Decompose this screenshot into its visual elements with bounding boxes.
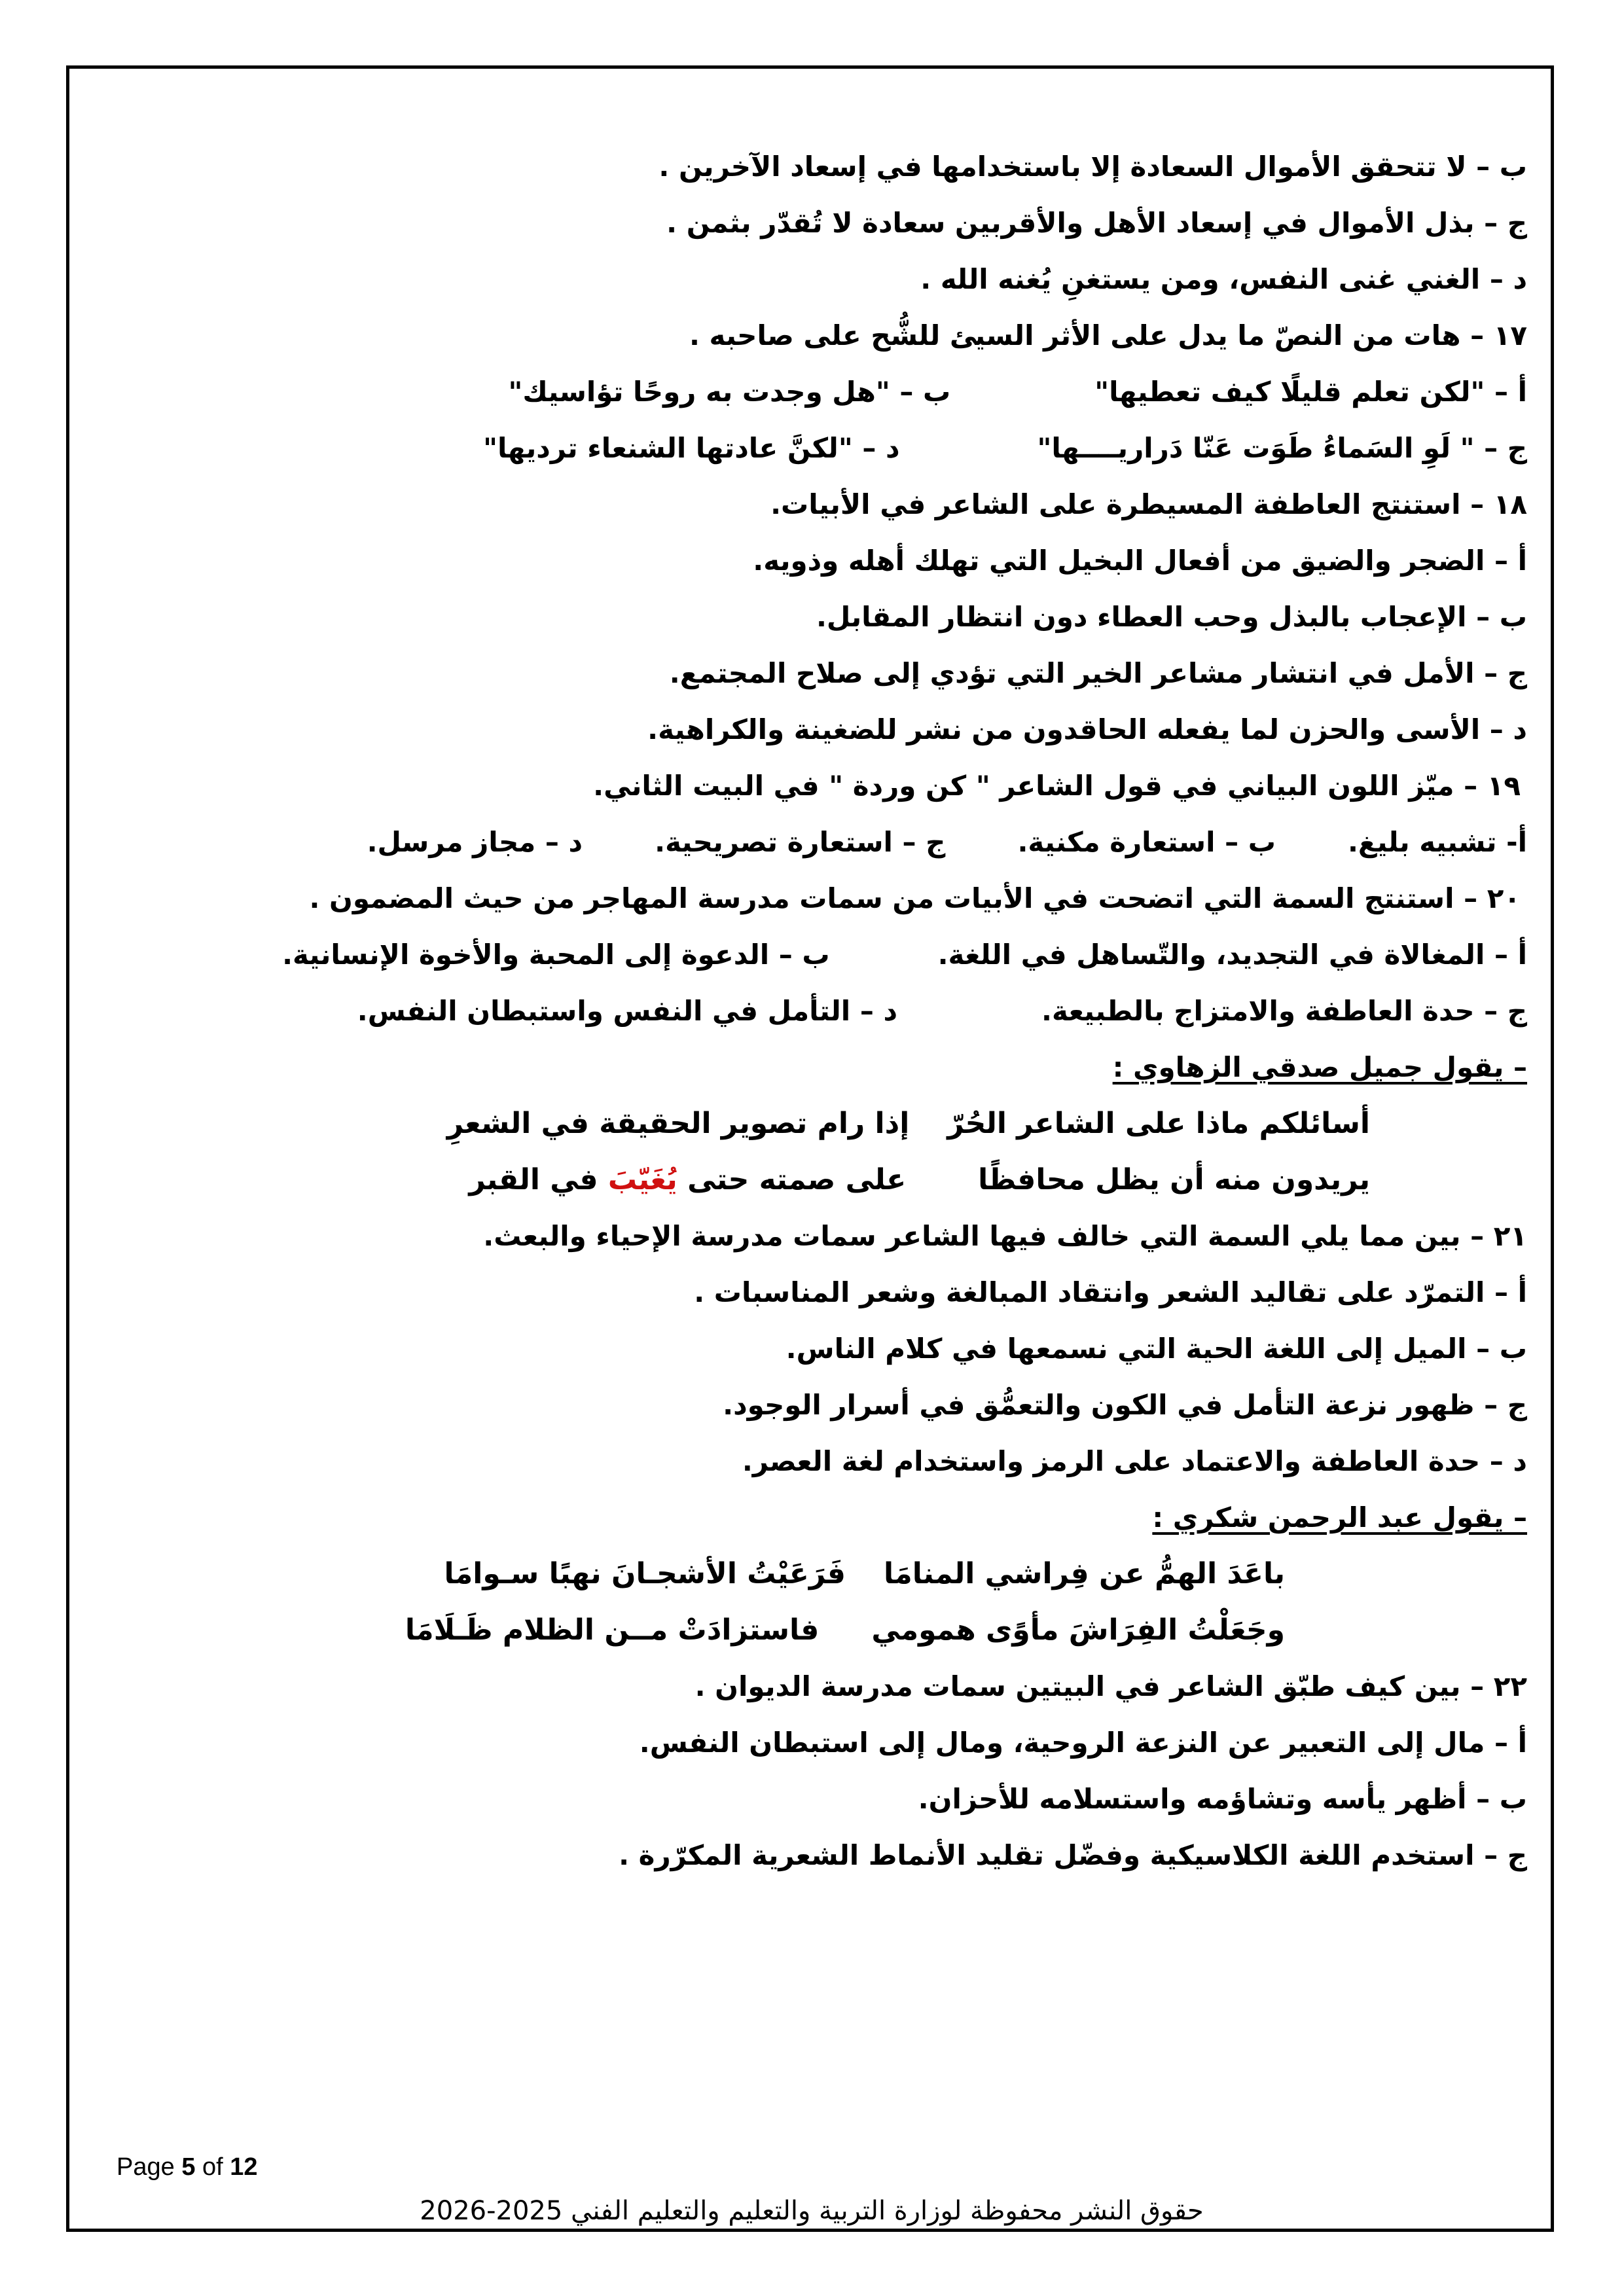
- q17-options-row2: [100, 420, 1527, 476]
- q18-option-a: أ – الضجر والضيق من أفعال البخيل التي تهلك أهله وذويه.: [753, 545, 1527, 577]
- q21-option-b: ب – الميل إلى اللغة الحية التي نسمعها في كلام الناس.: [785, 1333, 1527, 1365]
- question-19: ١٩ – ميّز اللون البياني في قول الشاعر " كن وردة " في البيت الثاني.: [593, 770, 1521, 802]
- q18-option-c: ج – الأمل في انتشار مشاعر الخير التي تؤدي إلى صلاح المجتمع.: [669, 657, 1527, 689]
- q17-options-row1: [100, 364, 1527, 420]
- page-total: 12: [230, 2153, 258, 2181]
- shukri-verse-1-right: باعَدَ الهمُّ عن فِراشي المنامَا: [884, 1557, 1285, 1590]
- zahawi-verse-2: [100, 1152, 1527, 1208]
- q19-options-row: [100, 814, 1527, 870]
- shukri-heading-text: – يقول عبد الرحمن شكري :: [1152, 1501, 1527, 1534]
- zahawi-verse-2-right: يريدون منه أن يظل محافظًا: [978, 1163, 1370, 1196]
- page-of: of: [202, 2153, 223, 2181]
- shukri-heading: [100, 1490, 1527, 1546]
- zahawi-verse-2-left-post: في القبر: [469, 1163, 608, 1196]
- zahawi-verse-2-left: [469, 1163, 907, 1196]
- q19-option-c: ج – استعارة تصريحية.: [655, 826, 946, 858]
- q20-option-d: د – التأمل في النفس واستبطان النفس.: [357, 995, 898, 1027]
- q19-option-b: ب – استعارة مكنية.: [1017, 826, 1276, 858]
- option-c-q16: ج – بذل الأموال في إسعاد الأهل والأقربين سعادة لا تُقدّر بثمن .: [666, 207, 1527, 239]
- shukri-verse-2-left: فاستزادَتْ مــن الظلام ظَـلَامَا: [405, 1613, 820, 1647]
- shukri-verse-1-left: فَرَعَيْتُ الأشجـانَ نهبًا سـوامَا: [444, 1557, 846, 1590]
- question-17: ١٧ – هات من النصّ ما يدل على الأثر السيئ للشُّح على صاحبه .: [689, 319, 1527, 351]
- q22-option-c: ج – استخدم اللغة الكلاسيكية وفضّل تقليد الأنماط الشعرية المكرّرة .: [619, 1839, 1527, 1871]
- page-current: 5: [181, 2153, 196, 2181]
- q17-option-a: أ – "لكن تعلم قليلًا كيف تعطيها": [1094, 376, 1527, 408]
- q20-options-row2: [100, 983, 1527, 1039]
- zahawi-verse-1-right: أسائلكم ماذا على الشاعر الحُرّ: [947, 1107, 1370, 1140]
- q19-option-a: أ- تشبيه بليغ.: [1347, 826, 1527, 858]
- q21-option-a: أ – التمرّد على تقاليد الشعر وانتقاد المبالغة وشعر المناسبات .: [694, 1276, 1527, 1308]
- copyright-notice: حقوق النشر محفوظة لوزارة التربية والتعليم والتعليم الفني 2025-2026: [420, 2196, 1204, 2226]
- q22-option-a: أ – مال إلى التعبير عن النزعة الروحية، ومال إلى استبطان النفس.: [639, 1727, 1527, 1759]
- q20-option-a: أ – المغالاة في التجديد، والتّساهل في اللغة.: [937, 939, 1527, 971]
- q18-option-b: ب – الإعجاب بالبذل وحب العطاء دون انتظار المقابل.: [816, 601, 1527, 633]
- question-22: ٢٢ – بين كيف طبّق الشاعر في البيتين سمات مدرسة الديوان .: [695, 1670, 1527, 1702]
- question-21: ٢١ – بين مما يلي السمة التي خالف فيها الشاعر سمات مدرسة الإحياء والبعث.: [483, 1220, 1527, 1252]
- page-label: Page: [117, 2153, 175, 2181]
- q22-option-b: ب – أظهر يأسه وتشاؤمه واستسلامه للأحزان.: [918, 1783, 1527, 1815]
- question-18: ١٨ – استنتج العاطفة المسيطرة على الشاعر في الأبيات.: [770, 488, 1527, 520]
- q17-option-b: ب – "هل وجدت به روحًا تؤاسيك": [508, 376, 951, 408]
- shukri-verse-1: [100, 1546, 1527, 1602]
- page-content: [100, 139, 1527, 1884]
- q17-option-c: ج – " لَوِ السَماءُ طَوَت عَنّا دَراريــــها": [1037, 432, 1527, 464]
- question-20: ٢٠ – استنتج السمة التي اتضحت في الأبيات من سمات مدرسة المهاجر من حيث المضمون .: [309, 882, 1521, 914]
- zahawi-verse-2-left-pre: على صمته حتى: [677, 1163, 907, 1196]
- q20-options-row1: [100, 927, 1527, 983]
- highlighted-word: يُغَيّبَ: [607, 1163, 677, 1196]
- q20-option-c: ج – حدة العاطفة والامتزاج بالطبيعة.: [1041, 995, 1527, 1027]
- option-b-q16: ب – لا تتحقق الأموال السعادة إلا باستخدامها في إسعاد الآخرين .: [659, 151, 1527, 183]
- q20-option-b: ب – الدعوة إلى المحبة والأخوة الإنسانية.: [282, 939, 830, 971]
- q21-option-c: ج – ظهور نزعة التأمل في الكون والتعمُّق في أسرار الوجود.: [723, 1389, 1527, 1421]
- shukri-verse-2-right: وجَعَلْتُ الفِرَاشَ مأوًى همومي: [871, 1613, 1285, 1647]
- option-d-q16: د – الغني غنى النفس، ومن يستغنِ يُغنه الله .: [920, 263, 1527, 295]
- q18-option-d: د – الأسى والحزن لما يفعله الحاقدون من نشر للضغينة والكراهية.: [647, 713, 1527, 745]
- zahawi-verse-1: [100, 1096, 1527, 1152]
- zahawi-heading-text: – يقول جميل صدقي الزهاوي :: [1112, 1051, 1527, 1083]
- q17-option-d: د – "لكنَّ عادتها الشنعاء ترديها": [483, 432, 900, 464]
- zahawi-heading: [100, 1039, 1527, 1096]
- page-number: [117, 2153, 258, 2181]
- q21-option-d: د – حدة العاطفة والاعتماد على الرمز واستخدام لغة العصر.: [742, 1445, 1527, 1477]
- q19-option-d: د – مجاز مرسل.: [367, 826, 583, 858]
- zahawi-verse-1-left: إذا رام تصوير الحقيقة في الشعرِ: [446, 1107, 910, 1140]
- shukri-verse-2: [100, 1602, 1527, 1659]
